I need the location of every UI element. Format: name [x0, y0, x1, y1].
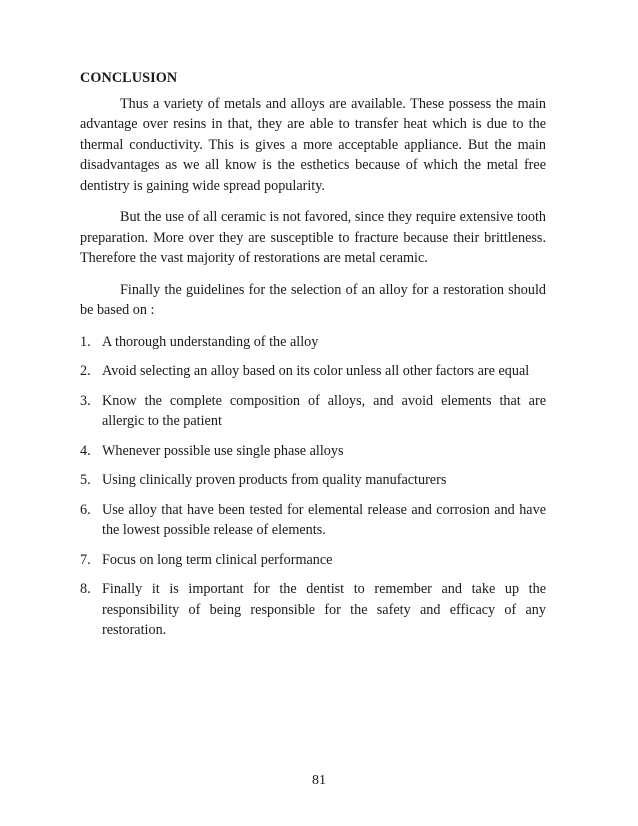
list-item-number: 8.	[80, 581, 91, 597]
list-item-number: 3.	[80, 392, 91, 409]
paragraph-1: Thus a variety of metals and alloys are available. These possess the main advantage over resins in that, they are able to transfer heat which is due to the thermal conductivity. This is gives a more acceptable appliance. But the main disadvantages as we all know is the esthetics because of which the metal free dentistry is gaining wide spread popularity.	[80, 95, 546, 194]
list-item	[80, 332, 546, 353]
list-item-text: Focus on long term clinical performance	[102, 551, 333, 568]
list-item-number: 5.	[80, 472, 91, 488]
list-item-text: Avoid selecting an alloy based on its color unless all other factors are equal	[102, 363, 530, 379]
list-item	[80, 500, 546, 541]
list-item-number: 1.	[80, 333, 91, 350]
list-item-text: Know the complete composition of alloys, and avoid elements that are allergic to the patient	[102, 392, 546, 429]
list-item-number: 7.	[80, 551, 91, 568]
list-item-number: 2.	[80, 363, 91, 379]
list-item	[80, 550, 546, 571]
list-item-text: A thorough understanding of the alloy	[102, 333, 319, 350]
list-item-text: Finally it is important for the dentist to remember and take up the responsibility of being responsible for the safety and efficacy of any restoration.	[102, 581, 546, 638]
paragraph-3: Finally the guidelines for the selection of an alloy for a restoration should be based on :	[80, 281, 546, 318]
list-item	[80, 579, 546, 641]
list-item	[80, 470, 546, 491]
list-item-text: Using clinically proven products from quality manufacturers	[102, 472, 447, 488]
list-item-text: Use alloy that have been tested for elemental release and corrosion and have the lowest possible release of elements.	[102, 501, 546, 538]
page-body	[80, 68, 546, 650]
list-item-number: 6.	[80, 501, 91, 518]
guidelines-list	[80, 332, 546, 641]
list-item	[80, 391, 546, 432]
list-item-text: Whenever possible use single phase alloys	[102, 442, 344, 459]
list-item	[80, 441, 546, 462]
list-item	[80, 361, 546, 382]
paragraph-2: But the use of all ceramic is not favored, since they require extensive tooth preparation. More over they are susceptible to fracture because their brittleness. Therefore the vast majority of restorations are metal ceramic.	[80, 209, 546, 266]
list-item-number: 4.	[80, 442, 91, 459]
page-number: 81	[312, 773, 326, 788]
section-heading: CONCLUSION	[80, 70, 178, 86]
